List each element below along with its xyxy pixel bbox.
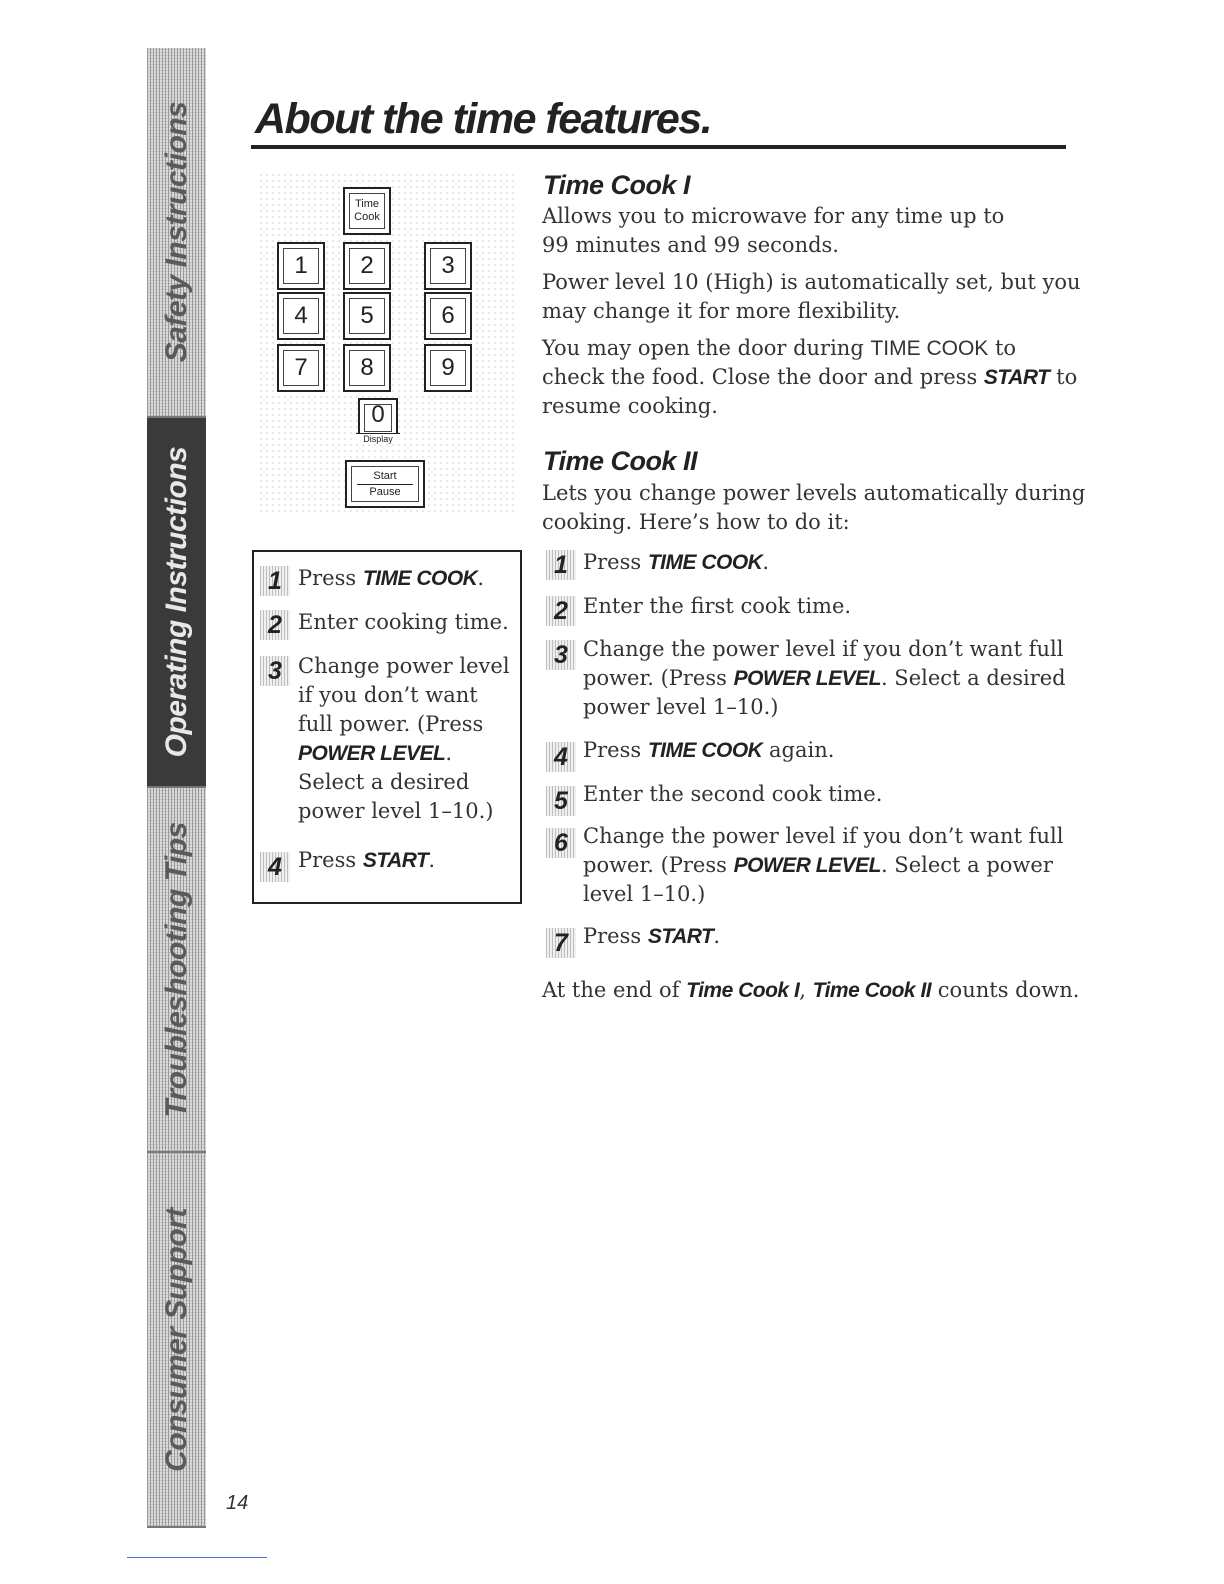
- text-run: to: [1049, 365, 1078, 389]
- text-line: [542, 363, 1077, 392]
- key-label: Time: [354, 198, 380, 210]
- time-cook-2-emphasis: Time Cook II: [812, 979, 932, 1002]
- text-line: may change it for more flexibility.: [542, 299, 901, 323]
- start-emphasis: START: [647, 925, 714, 948]
- footer-rule: [127, 1557, 267, 1558]
- step-text: Press: [583, 738, 648, 762]
- step-line: [298, 739, 510, 768]
- step-4: [583, 736, 834, 765]
- key-label: Pause: [369, 485, 401, 498]
- step-number-badge: 3: [260, 656, 290, 686]
- step-line: power level 1–10.): [298, 799, 494, 823]
- step-line: Select a desired: [298, 770, 470, 794]
- key-label: Cook: [354, 211, 380, 223]
- key-label: Start: [373, 469, 397, 482]
- tab-label: Troubleshooting Tips: [159, 821, 193, 1118]
- step-number-badge: 1: [546, 550, 576, 580]
- text-line: Allows you to microwave for any time up to: [542, 204, 1005, 228]
- step-line: if you don’t want: [298, 683, 478, 707]
- step-3: [583, 635, 1066, 722]
- time-cook-1-emphasis: Time Cook I: [686, 979, 800, 1002]
- time-cook-emphasis: TIME COOK: [362, 567, 478, 590]
- time-cook-2-intro: [542, 479, 1085, 537]
- time-cook-label: TIME COOK: [870, 337, 989, 360]
- step-text: .: [713, 924, 721, 948]
- page-title: About the time features.: [255, 95, 712, 143]
- text-line: Power level 10 (High) is automatically set, but you: [542, 270, 1081, 294]
- step-number-badge: 6: [546, 828, 576, 858]
- digit-0-key: [358, 398, 398, 444]
- key-label: 8: [360, 354, 374, 381]
- step-text: Press: [298, 566, 363, 590]
- tab-label: Operating Instructions: [159, 446, 193, 758]
- step-number-badge: 4: [546, 742, 576, 772]
- key-label: 9: [441, 354, 455, 381]
- step-text: Press: [298, 848, 363, 872]
- step-4: [298, 846, 435, 875]
- text-line: [583, 664, 1066, 693]
- key-label: 5: [360, 302, 374, 329]
- time-cook-1-paragraph-1: [542, 202, 1004, 260]
- power-level-emphasis: POWER LEVEL: [733, 667, 881, 690]
- step-number-badge: 1: [260, 566, 290, 596]
- text-line: level 1–10.): [583, 882, 706, 906]
- digit-9-key: [424, 344, 472, 392]
- text-line: resume cooking.: [542, 394, 718, 418]
- text-line: Change the power level if you don’t want full: [583, 637, 1064, 661]
- text-line: 99 minutes and 99 seconds.: [542, 233, 839, 257]
- tab-label: Safety Instructions: [159, 101, 193, 363]
- countdown-note: [542, 976, 1079, 1005]
- digit-4-key: [277, 292, 325, 340]
- step-line: Change power level: [298, 654, 510, 678]
- display-label: Display: [356, 433, 400, 444]
- digit-1-key: [277, 242, 325, 290]
- time-cook-2-heading: Time Cook II: [543, 446, 698, 476]
- section-tabs: [147, 48, 206, 1528]
- step-text: .: [762, 550, 770, 574]
- tab-label: Consumer Support: [159, 1207, 193, 1472]
- step-number-badge: 5: [546, 786, 576, 816]
- time-cook-1-heading: Time Cook I: [543, 170, 691, 200]
- step-text: .: [428, 848, 436, 872]
- step-line: full power. (Press: [298, 712, 484, 736]
- power-level-emphasis: POWER LEVEL: [298, 742, 446, 765]
- quick-steps-box: [252, 550, 522, 904]
- text-run: . Select a power: [880, 853, 1053, 877]
- step-3: [298, 652, 510, 826]
- step-1: [583, 548, 769, 577]
- time-cook-emphasis: TIME COOK: [647, 739, 763, 762]
- key-label: 3: [441, 252, 455, 279]
- text-line: [542, 334, 1077, 363]
- time-cook-emphasis: TIME COOK: [647, 551, 763, 574]
- digit-7-key: [277, 344, 325, 392]
- tab-consumer-support[interactable]: [147, 1153, 206, 1528]
- tab-troubleshooting-tips[interactable]: [147, 788, 206, 1153]
- key-label: 1: [294, 252, 308, 279]
- text-line: Change the power level if you don’t want full: [583, 824, 1064, 848]
- step-text: .: [445, 741, 453, 765]
- step-1: [298, 564, 484, 593]
- key-divider: [357, 484, 413, 485]
- text-run: to: [988, 336, 1017, 360]
- digit-6-key: [424, 292, 472, 340]
- text-run: check the food. Close the door and press: [542, 365, 984, 389]
- time-cook-1-paragraph-3: [542, 334, 1077, 421]
- step-number-badge: 3: [546, 640, 576, 670]
- step-text: again.: [762, 738, 835, 762]
- page-number: 14: [226, 1492, 249, 1514]
- text-run: . Select a desired: [880, 666, 1066, 690]
- step-6: [583, 822, 1063, 909]
- start-pause-key: [345, 460, 425, 508]
- key-label: 4: [294, 302, 308, 329]
- text-run: power. (Press: [583, 666, 734, 690]
- text-run: You may open the door during: [542, 336, 871, 360]
- text-line: cooking. Here’s how to do it:: [542, 510, 850, 534]
- time-cook-1-paragraph-2: [542, 268, 1081, 326]
- text-line: power level 1–10.): [583, 695, 779, 719]
- title-rule: [251, 145, 1066, 149]
- step-number-badge: 2: [546, 596, 576, 626]
- start-emphasis: START: [362, 849, 429, 872]
- step-text: .: [477, 566, 485, 590]
- step-number-badge: 7: [546, 928, 576, 958]
- key-label: 2: [360, 252, 374, 279]
- step-2: Enter the first cook time.: [583, 594, 852, 618]
- step-2: Enter cooking time.: [298, 610, 509, 634]
- text-line: Lets you change power levels automatically during: [542, 481, 1086, 505]
- text-run: ,: [799, 978, 813, 1002]
- key-label: 7: [294, 354, 308, 381]
- text-run: counts down.: [931, 978, 1080, 1002]
- keypad-illustration: [258, 172, 518, 512]
- step-text: Press: [583, 550, 648, 574]
- step-5: Enter the second cook time.: [583, 782, 883, 806]
- tab-operating-instructions[interactable]: [147, 418, 206, 788]
- step-number-badge: 2: [260, 610, 290, 640]
- step-text: Press: [583, 924, 648, 948]
- tab-safety-instructions[interactable]: [147, 48, 206, 418]
- start-emphasis: START: [983, 366, 1050, 389]
- key-label: 0: [371, 401, 385, 428]
- step-number-badge: 4: [260, 852, 290, 882]
- digit-3-key: [424, 242, 472, 290]
- text-line: [583, 851, 1063, 880]
- text-run: power. (Press: [583, 853, 734, 877]
- digit-2-key: [343, 242, 391, 290]
- time-cook-key: [343, 187, 391, 235]
- power-level-emphasis: POWER LEVEL: [733, 854, 881, 877]
- key-label: 6: [441, 302, 455, 329]
- text-run: At the end of: [542, 978, 687, 1002]
- digit-8-key: [343, 344, 391, 392]
- digit-5-key: [343, 292, 391, 340]
- step-7: [583, 922, 720, 951]
